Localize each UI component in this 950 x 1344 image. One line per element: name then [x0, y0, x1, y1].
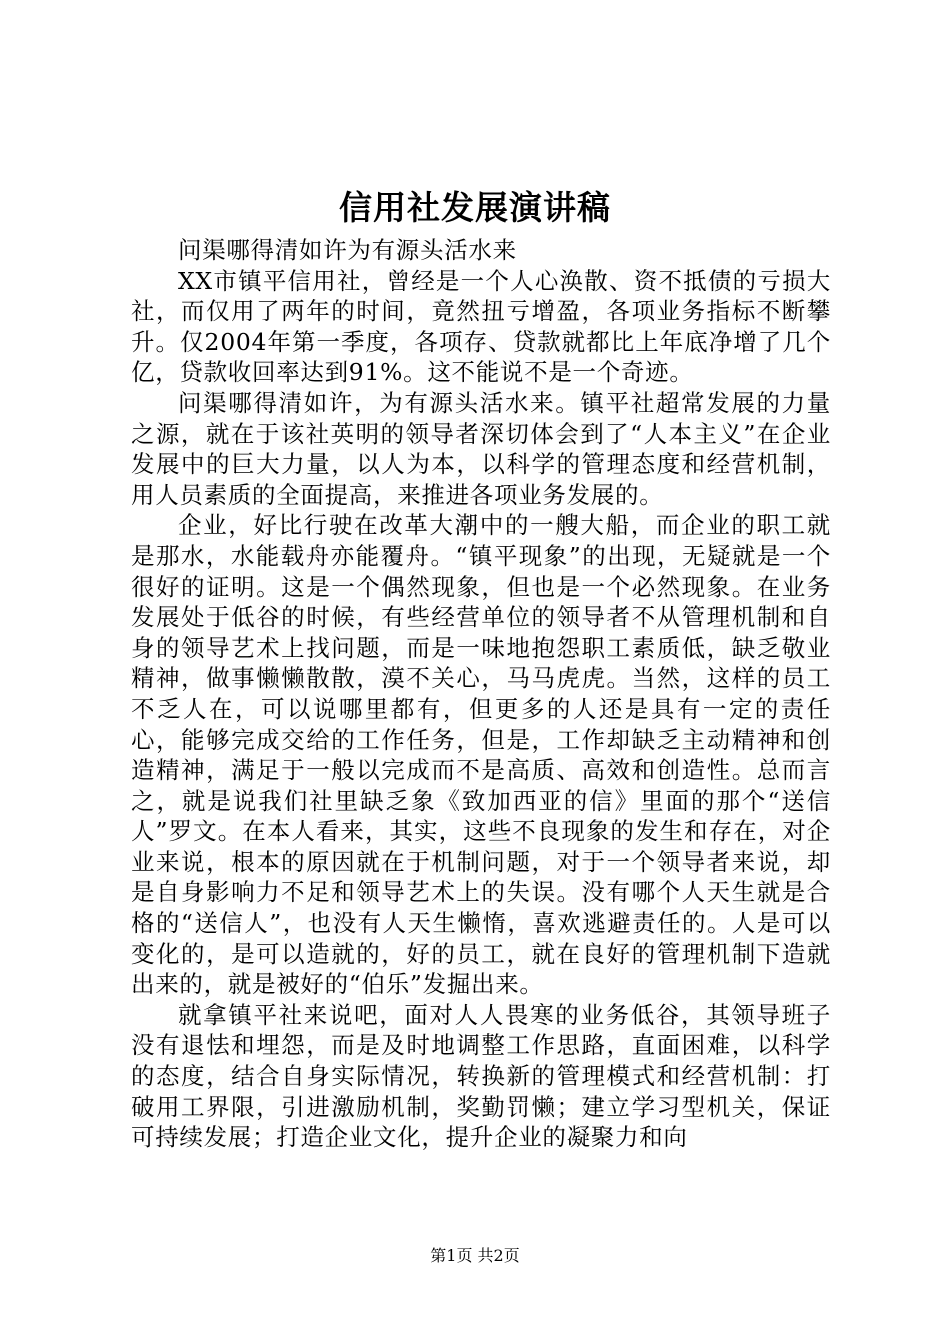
document-title: 信用社发展演讲稿 — [339, 188, 611, 227]
paragraph-2: 问渠哪得清如许，为有源头活水来。镇平社超常发展的力量之源，就在于该社英明的领导者深切体会到了“人本主义”在企业发展中的巨大力量，以人为本，以科学的管理态度和经营机制，用人员素质的全面提高，来推进各项业务发展的。 — [131, 388, 831, 509]
document-subtitle: 问渠哪得清如许为有源头活水来 — [178, 236, 517, 264]
document-body — [131, 235, 831, 1153]
paragraph-1: XX市镇平信用社，曾经是一个人心涣散、资不抵债的亏损大社，而仅用了两年的时间，竟然扭亏增盈，各项业务指标不断攀升。仅2004年第一季度，各项存、贷款就都比上年底净增了几个亿，贷款收回率达到91%。这不能说不是一个奇迹。 — [131, 266, 831, 387]
page-footer: 第1页 共2页 — [430, 1246, 520, 1265]
paragraph-3: 企业，好比行驶在改革大潮中的一艘大船，而企业的职工就是那水，水能载舟亦能覆舟。“镇平现象”的出现，无疑就是一个很好的证明。这是一个偶然现象，但也是一个必然现象。在业务发展处于低谷的时候，有些经营单位的领导者不从管理机制和自身的领导艺术上找问题，而是一味地抱怨职工素质低，缺乏敬业精神，做事懒懒散散，漠不关心，马马虎虎。当然，这样的员工不乏人在，可以说哪里都有，但更多的人还是具有一定的责任心，能够完成交给的工作任务，但是，工作却缺乏主动精神和创造精神，满足于一般以完成而不是高质、高效和创造性。总而言之，就是说我们社里缺乏象《致加西亚的信》里面的那个“送信人”罗文。在本人看来，其实，这些不良现象的发生和存在，对企业来说，根本的原因就在于机制问题，对于一个领导者来说，却是自身影响力不足和领导艺术上的失误。没有哪个人天生就是合格的“送信人”，也没有人天生懒惰，喜欢逃避责任的。人是可以变化的，是可以造就的，好的员工，就在良好的管理机制下造就出来的，就是被好的“伯乐”发掘出来。 — [131, 511, 831, 999]
paragraph-4: 就拿镇平社来说吧，面对人人畏寒的业务低谷，其领导班子没有退怯和埋怨，而是及时地调整工作思路，直面困难，以科学的态度，结合自身实际情况，转换新的管理模式和经营机制：打破用工界限，引进激励机制，奖勤罚懒；建立学习型机关，保证可持续发展；打造企业文化，提升企业的凝聚力和向 — [131, 1000, 831, 1152]
